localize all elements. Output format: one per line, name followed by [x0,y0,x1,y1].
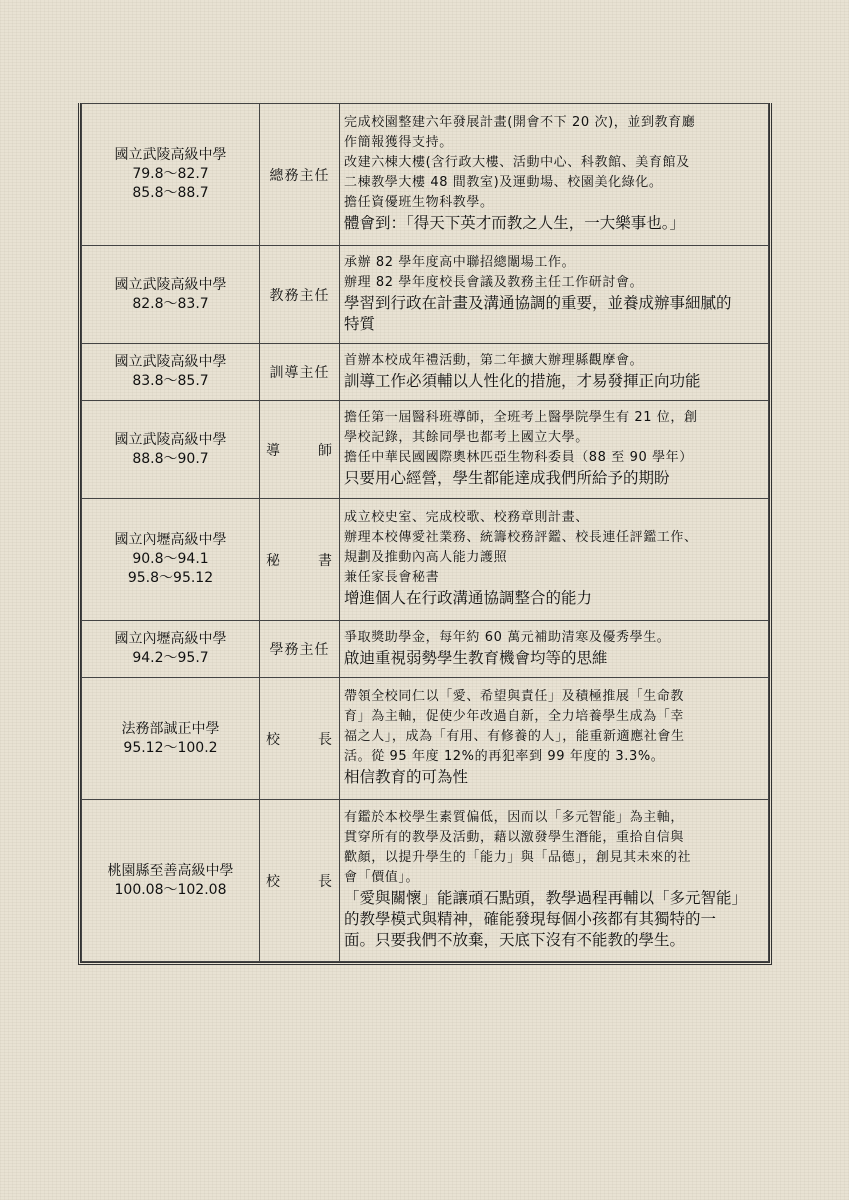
achievement-line: 爭取獎助學金，每年約 60 萬元補助清寒及優秀學生。 [344,629,671,645]
description-cell [340,621,769,678]
role-cell: 訓導主任 [260,344,340,401]
achievement-line: 學校記錄，其餘同學也都考上國立大學。 [344,430,589,445]
role-cell: 校 長 [260,678,340,800]
description-cell [340,104,769,246]
service-period: 95.8～95.12 [127,570,214,586]
description-cell [340,401,769,499]
achievement-line: 歡顏，以提升學生的「能力」與「品德」，創見其未來的社 [344,850,692,865]
description-cell [340,678,769,800]
achievement-line: 會「價值」。 [344,870,420,885]
role-cell: 導 師 [260,401,340,499]
school-name: 國立武陵高級中學 [114,431,227,448]
table-row [82,800,769,962]
reflection-line: 「愛與關懷」能讓頑石點頭，教學過程再輔以「多元智能」 [344,889,748,907]
school-cell [82,800,260,962]
achievement-line: 兼任家長會秘書 [344,570,440,585]
service-period: 82.8～83.7 [132,295,209,312]
achievement-line: 首辦本校成年禮活動，第二年擴大辦理縣觀摩會。 [344,352,644,368]
school-name: 國立武陵高級中學 [114,147,227,163]
school-name: 法務部誠正中學 [121,720,220,737]
school-name: 國立內壢高級中學 [114,631,227,647]
table-row [82,499,769,621]
achievement-line: 福之人」，成為「有用、有修養的人」，能重新適應社會生 [344,729,685,744]
school-cell [82,104,260,246]
table-row [82,401,769,499]
achievement-line: 貫穿所有的教學及活動，藉以激發學生潛能，重拾自信與 [344,830,685,845]
role-cell: 秘 書 [260,499,340,621]
achievement-line: 有鑑於本校學生素質偏低，因而以「多元智能」為主軸， [344,810,685,825]
reflection-line: 特質 [344,314,376,333]
achievement-line: 作簡報獲得支持。 [344,135,453,150]
achievement-line: 辦理 82 學年度校長會議及教務主任工作研討會。 [344,274,644,290]
table-row [82,246,769,344]
achievement-line: 改建六棟大樓(含行政大樓、活動中心、科教館、美育館及 [344,155,690,170]
achievement-line: 擔任中華民國國際奧林匹亞生物科委員（88 至 90 學年） [344,450,693,465]
role-cell: 總務主任 [260,104,340,246]
school-cell [82,678,260,800]
description-cell [340,344,769,401]
service-period: 88.8～90.7 [132,450,209,467]
school-name: 國立武陵高級中學 [114,354,227,370]
achievement-line: 活。從 95 年度 12%的再犯率到 99 年度的 3.3%。 [344,749,665,764]
reflection-line: 啟迪重視弱勢學生教育機會均等的思維 [344,648,608,667]
achievement-line: 完成校園整建六年發展計畫(開會不下 20 次)，並到教育廳 [344,115,696,130]
role-cell: 教務主任 [260,246,340,344]
reflection-line: 的教學模式與精神，確能發現每個小孩都有其獨特的一 [344,910,717,928]
table-row [82,344,769,401]
school-cell [82,499,260,621]
service-period: 90.8～94.1 [132,551,209,567]
reflection-line: 學習到行政在計畫及溝通協調的重要，並養成辦事細膩的 [344,293,732,312]
achievement-line: 二棟教學大樓 48 間教室)及運動場、校園美化綠化。 [344,175,663,190]
reflection-line: 只要用心經營，學生都能達成我們所給予的期盼 [344,469,670,487]
achievement-line: 擔任資優班生物科教學。 [344,195,494,210]
role-cell: 校 長 [260,800,340,962]
school-cell [82,621,260,678]
role-cell: 學務主任 [260,621,340,678]
career-table-frame [78,103,772,965]
service-period: 85.8～88.7 [132,185,209,201]
table-row [82,621,769,678]
school-cell [82,246,260,344]
school-cell [82,401,260,499]
reflection-line: 面。只要我們不放棄，天底下沒有不能教的學生。 [344,931,686,949]
school-name: 國立內壢高級中學 [114,532,227,548]
table-row [82,678,769,800]
achievement-line: 成立校史室、完成校歌、校務章則計畫、 [344,510,589,525]
school-name: 桃園縣至善高級中學 [107,862,234,879]
achievement-line: 擔任第一屆醫科班導師，全班考上醫學院學生有 21 位，創 [344,410,698,425]
career-table-body [82,104,769,962]
achievement-line: 帶領全校同仁以「愛、希望與責任」及積極推展「生命教 [344,689,685,704]
service-period: 94.2～95.7 [132,650,209,666]
service-period: 83.8～85.7 [132,373,209,389]
reflection-line: 相信教育的可為性 [344,768,469,786]
reflection-line: 增進個人在行政溝通協調整合的能力 [344,589,593,607]
service-period: 79.8～82.7 [132,166,209,182]
achievement-line: 育」為主軸，促使少年改過自新，全力培養學生成為「幸 [344,709,685,724]
service-period: 95.12～100.2 [123,739,218,756]
career-table [81,103,769,962]
description-cell [340,499,769,621]
description-cell [340,246,769,344]
description-cell [340,800,769,962]
service-period: 100.08～102.08 [114,881,227,898]
achievement-line: 規劃及推動內高人能力護照 [344,550,508,565]
table-row [82,104,769,246]
achievement-line: 承辦 82 學年度高中聯招總闈場工作。 [344,254,576,270]
achievement-line: 辦理本校傳愛社業務、統籌校務評鑑、校長連任評鑑工作、 [344,530,698,545]
reflection-line: 體會到：「得天下英才而教之人生，一大樂事也。」 [344,214,686,232]
school-cell [82,344,260,401]
school-name: 國立武陵高級中學 [114,276,227,293]
reflection-line: 訓導工作必須輔以人性化的措施，才易發揮正向功能 [344,371,701,390]
